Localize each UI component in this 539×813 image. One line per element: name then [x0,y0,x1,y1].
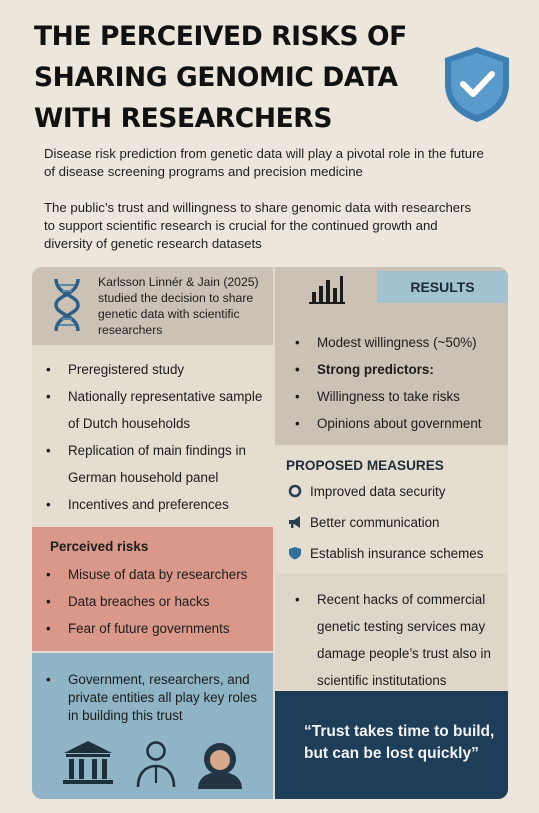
risks-list [32,561,247,642]
risks-heading: Perceived risks [50,539,149,554]
dna-icon [50,277,84,333]
megaphone-icon [288,515,302,529]
measure-label: Improved data security [310,483,446,499]
title-line-1: THE PERCEIVED RISKS OF [34,21,407,52]
list-item: • Strong predictors: [281,356,482,383]
measure-label: Establish insurance schemes [310,545,484,561]
list-item: • Preregistered study [32,356,272,383]
trust-quote: “Trust takes time to build, but can be lost quickly” [304,723,495,762]
intro-paragraph-1: Disease risk prediction from genetic data will play a pivotal role in the future of disease screening programs and precision medicine [44,146,484,179]
bar-chart-icon [309,274,345,304]
list-item: • Fear of future governments [32,615,247,642]
list-item: • Misuse of data by researchers [32,561,247,588]
list-item: • Modest willingness (~50%) [281,329,482,356]
shield-check-icon [441,44,513,124]
list-item: • Government, researchers, and private entities all play key roles in building this trust [32,671,262,725]
hacks-panel [275,574,508,689]
trust-roles-list [32,671,262,725]
study-description: Karlsson Linnér & Jain (2025) studied the decision to share genetic data with scientific researchers [98,275,259,337]
perceived-risks-panel [32,527,273,651]
trust-roles-panel [32,653,273,799]
list-item: • Data breaches or hacks [32,588,247,615]
results-panel [275,267,508,445]
measure-item-insurance [288,543,483,563]
hacks-list [281,586,506,694]
proposed-measures-panel [275,447,508,572]
measure-label: Better communication [310,514,440,530]
researcher-icon [138,743,174,788]
study-details-list [32,356,272,518]
page-title [34,16,434,139]
private-entity-person-icon [198,743,242,789]
list-item: • Opinions about government [281,410,482,437]
quote-panel [275,691,508,799]
title-line-3: WITH RESEARCHERS [34,103,333,134]
stakeholder-icons [58,739,258,789]
list-item: • Incentives and preferences [32,491,272,518]
lock-ring-icon [288,484,302,498]
list-item: • Willingness to take risks [281,383,482,410]
measure-item-communication [288,512,440,532]
shield-icon [288,546,302,560]
list-item: • Nationally representative sample of Dutch households [32,383,272,437]
results-heading: RESULTS [377,271,508,303]
title-line-2: SHARING GENOMIC DATA [34,62,398,93]
list-item: • Replication of main findings in German household panel [32,437,272,491]
list-item: • Recent hacks of commercial genetic testing services may damage people’s trust also in scientific institutations [281,586,506,694]
results-list [281,329,482,437]
measure-item-security [288,481,445,501]
government-building-icon [63,741,113,784]
intro-paragraph-2: The public’s trust and willingness to share genomic data with researchers to support scientific research is crucial for the continued growth and diversity of genetic research datasets [44,200,472,251]
infographic-card [32,267,508,799]
study-panel [32,267,273,345]
measures-heading: PROPOSED MEASURES [286,458,444,473]
